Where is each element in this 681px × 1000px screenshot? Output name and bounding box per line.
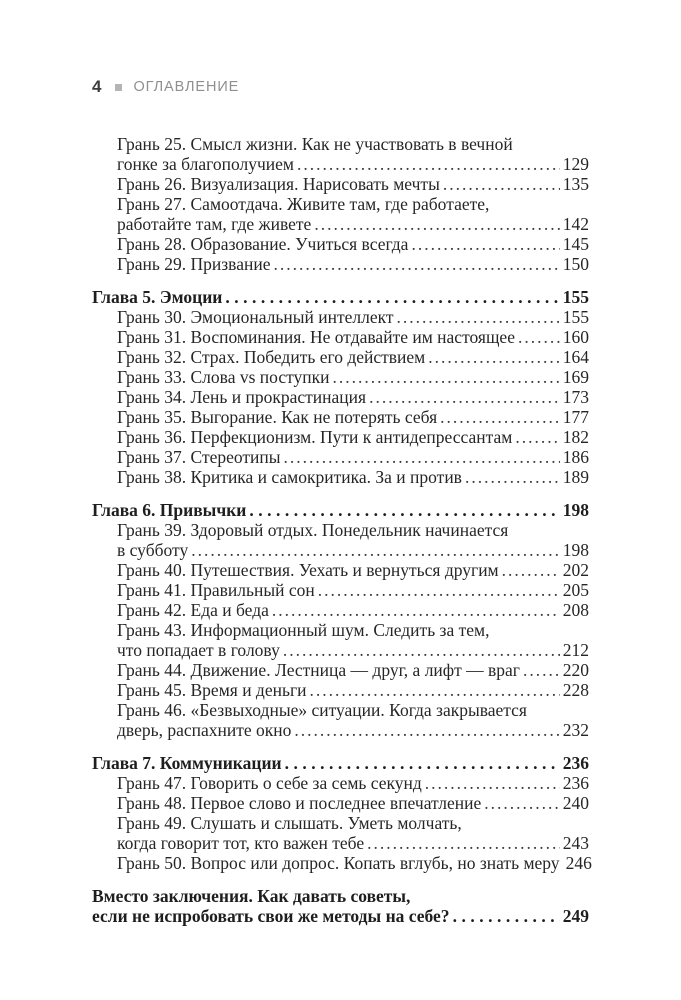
toc-line [92, 500, 589, 520]
toc-line [117, 700, 589, 720]
toc-entry-text: Грань 43. Информационный шум. Следить за тем, [117, 620, 490, 640]
toc-entry-text: Грань 38. Критика и самокритика. За и против [117, 467, 462, 487]
toc-entry-text: Грань 46. «Безвыходные» ситуации. Когда закрывается [117, 700, 527, 720]
toc-entry [92, 467, 589, 487]
toc-entry [92, 660, 589, 680]
toc-entry-text: Грань 49. Слушать и слышать. Уметь молчать, [117, 813, 462, 833]
toc-line [117, 174, 589, 194]
toc-entry-text: когда говорит тот, кто важен тебе [117, 833, 365, 853]
toc-entry [92, 387, 589, 407]
toc-entry-text: Вместо заключения. Как давать советы, [92, 886, 411, 906]
toc-entry-text: Грань 50. Вопрос или допрос. Копать вглубь, но знать меру [117, 853, 560, 873]
toc-entry [92, 600, 589, 620]
toc-entry [92, 773, 589, 793]
dot-leader [367, 833, 560, 853]
toc-entry-text: Грань 40. Путешествия. Уехать и вернуться другим [117, 560, 499, 580]
toc-line [117, 234, 589, 254]
toc-entry [92, 287, 589, 307]
toc-page-number: 145 [562, 234, 589, 254]
toc-entry-text: Грань 28. Образование. Учиться всегда [117, 234, 409, 254]
toc-entry-text: Грань 37. Стереотипы [117, 447, 281, 467]
toc-entry-text: Грань 30. Эмоциональный интеллект [117, 307, 394, 327]
toc-line [117, 327, 589, 347]
toc-line [117, 347, 589, 367]
dot-leader [272, 600, 560, 620]
toc-list [92, 134, 592, 926]
dot-leader [484, 793, 560, 813]
toc-line [117, 447, 589, 467]
toc-entry-text: гонке за благополучием [117, 154, 294, 174]
toc-page-number: 243 [562, 833, 589, 853]
dot-leader [443, 174, 560, 194]
dot-leader [425, 773, 560, 793]
dot-leader [333, 367, 560, 387]
toc-entry [92, 680, 589, 700]
toc-entry-text: Грань 45. Время и деньги [117, 680, 307, 700]
toc-line [117, 793, 589, 813]
toc-entry-text: Грань 27. Самоотдача. Живите там, где работаете, [117, 194, 490, 214]
toc-line [92, 906, 589, 926]
toc-entry-text: Грань 48. Первое слово и последнее впечатление [117, 793, 482, 813]
dot-leader [523, 660, 560, 680]
toc-line [117, 427, 589, 447]
toc-page-number: 169 [562, 367, 589, 387]
toc-page-number: 189 [562, 467, 589, 487]
toc-page-number: 205 [562, 580, 589, 600]
toc-line [117, 660, 589, 680]
toc-page-number: 236 [562, 773, 589, 793]
toc-page-number: 164 [562, 347, 589, 367]
toc-entry [92, 134, 589, 174]
dot-leader [297, 154, 560, 174]
toc-page-number: 142 [562, 214, 589, 234]
toc-entry [92, 520, 589, 560]
toc-line [117, 254, 589, 274]
toc-page-number: 186 [562, 447, 589, 467]
dot-leader [273, 254, 559, 274]
toc-entry [92, 853, 592, 873]
toc-entry-text: работайте там, где живете [117, 214, 312, 234]
toc-line [117, 407, 589, 427]
toc-entry [92, 447, 589, 467]
toc-line [117, 560, 589, 580]
toc-page-number: 129 [562, 154, 589, 174]
dot-leader [285, 753, 560, 773]
toc-entry-text: Грань 25. Смысл жизни. Как не участвовать в вечной [117, 134, 513, 154]
toc-entry [92, 194, 589, 234]
dot-leader [369, 387, 560, 407]
toc-entry-text: Грань 47. Говорить о себе за семь секунд [117, 773, 422, 793]
dot-leader [284, 447, 560, 467]
toc-page-number: 240 [562, 793, 589, 813]
dot-leader [294, 720, 559, 740]
dot-leader [310, 680, 560, 700]
toc-page-number: 177 [562, 407, 589, 427]
toc-line [117, 387, 589, 407]
toc-entry-text: Грань 34. Лень и прокрастинация [117, 387, 367, 407]
toc-entry-text: Грань 44. Движение. Лестница — друг, а лифт — враг [117, 660, 520, 680]
toc-entry-text: Грань 33. Слова vs поступки [117, 367, 330, 387]
toc-entry-text: Грань 41. Правильный сон [117, 580, 315, 600]
dot-leader [397, 307, 560, 327]
toc-entry-text: Глава 5. Эмоции [92, 287, 223, 307]
dot-leader [502, 560, 560, 580]
toc-entry [92, 307, 589, 327]
toc-line [117, 600, 589, 620]
toc-line [117, 620, 589, 640]
toc-page-number: 198 [562, 540, 589, 560]
toc-page-number: 246 [565, 853, 592, 873]
toc-line [117, 194, 589, 214]
toc-line [117, 720, 589, 740]
toc-line [117, 214, 589, 234]
toc-line [117, 367, 589, 387]
square-bullet-icon [115, 84, 122, 91]
dot-leader [518, 327, 560, 347]
dot-leader [249, 500, 559, 520]
toc-entry-text: Грань 39. Здоровый отдых. Понедельник начинается [117, 520, 509, 540]
toc-page-number: 212 [562, 640, 589, 660]
toc-entry [92, 500, 589, 520]
toc-page-number: 228 [562, 680, 589, 700]
dot-leader [318, 580, 560, 600]
toc-entry-text: Грань 35. Выгорание. Как не потерять себя [117, 407, 438, 427]
toc-line [117, 813, 589, 833]
toc-entry-text: Грань 42. Еда и беда [117, 600, 269, 620]
dot-leader [428, 347, 560, 367]
toc-line [117, 134, 589, 154]
toc-entry [92, 367, 589, 387]
toc-entry [92, 620, 589, 660]
header-page-number: 4 [92, 77, 102, 96]
toc-line [92, 886, 589, 906]
toc-entry-text: дверь, распахните окно [117, 720, 292, 740]
toc-entry [92, 254, 589, 274]
toc-entry-text: Грань 32. Страх. Победить его действием [117, 347, 426, 367]
toc-page-number: 150 [562, 254, 589, 274]
toc-entry-text: Грань 29. Призвание [117, 254, 271, 274]
toc-page-number: 155 [562, 287, 589, 307]
toc-entry-text: Глава 7. Коммуникации [92, 753, 282, 773]
toc-entry [92, 580, 589, 600]
toc-line [117, 680, 589, 700]
toc-page-number: 236 [562, 753, 589, 773]
toc-page-number: 232 [562, 720, 589, 740]
toc-page-number: 182 [562, 427, 589, 447]
dot-leader [453, 906, 560, 926]
dot-leader [411, 234, 559, 254]
dot-leader [440, 407, 560, 427]
toc-line [117, 640, 589, 660]
toc-line [117, 580, 589, 600]
toc-line [117, 833, 589, 853]
toc-line [92, 753, 589, 773]
toc-page-number: 135 [562, 174, 589, 194]
toc-line [117, 307, 589, 327]
toc-line [117, 467, 589, 487]
toc-line [117, 773, 589, 793]
toc-page-number: 155 [562, 307, 589, 327]
toc-line [117, 154, 589, 174]
dot-leader [225, 287, 559, 307]
toc-entry [92, 347, 589, 367]
toc-line [117, 540, 589, 560]
toc-entry-text: если не испробовать свои же методы на себе? [92, 906, 450, 926]
toc-entry [92, 174, 589, 194]
toc-line [92, 287, 589, 307]
toc-entry [92, 813, 589, 853]
toc-entry [92, 700, 589, 740]
toc-entry-text: Глава 6. Привычки [92, 500, 247, 520]
dot-leader [465, 467, 560, 487]
toc-page-number: 198 [562, 500, 589, 520]
toc-entry [92, 234, 589, 254]
toc-entry-text: Грань 26. Визуализация. Нарисовать мечты [117, 174, 440, 194]
toc-line [117, 520, 589, 540]
toc-page-number: 173 [562, 387, 589, 407]
header-title: ОГЛАВЛЕНИЕ [133, 79, 240, 95]
toc-entry [92, 407, 589, 427]
toc-page-number: 160 [562, 327, 589, 347]
running-head [92, 77, 239, 97]
dot-leader [314, 214, 559, 234]
toc-page-number: 208 [562, 600, 589, 620]
toc-entry-text: Грань 36. Перфекционизм. Пути к антидепрессантам [117, 427, 513, 447]
toc-entry [92, 753, 589, 773]
toc-page-number: 202 [562, 560, 589, 580]
toc-page-number: 249 [562, 906, 589, 926]
dot-leader [515, 427, 559, 447]
dot-leader [191, 540, 560, 560]
toc-entry [92, 793, 589, 813]
toc-entry [92, 427, 589, 447]
toc-line [117, 853, 592, 873]
dot-leader [283, 640, 560, 660]
toc-entry [92, 886, 589, 926]
toc-page-number: 220 [562, 660, 589, 680]
toc-entry-text: Грань 31. Воспоминания. Не отдавайте им настоящее [117, 327, 515, 347]
toc-entry-text: в субботу [117, 540, 189, 560]
toc-entry-text: что попадает в голову [117, 640, 280, 660]
toc-entry [92, 327, 589, 347]
toc-entry [92, 560, 589, 580]
